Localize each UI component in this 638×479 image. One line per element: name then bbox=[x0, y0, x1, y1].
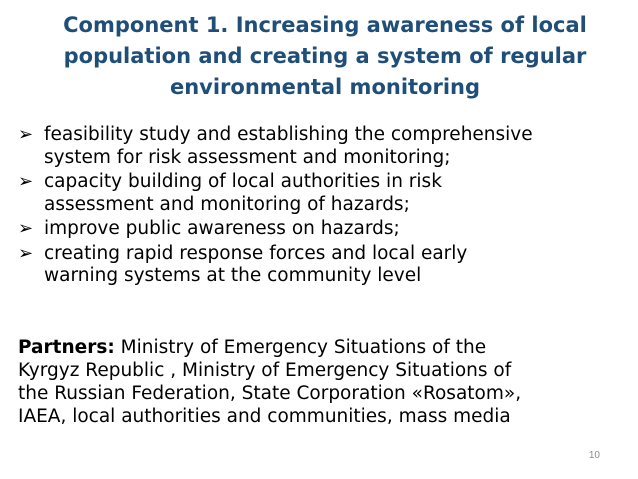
page-number: 10 bbox=[588, 450, 600, 461]
bullet-item bbox=[18, 243, 634, 288]
bullet-text-line: system for risk assessment and monitoring; bbox=[44, 146, 451, 168]
partners-text-line: IAEA, local authorities and communities, mass media bbox=[18, 406, 511, 427]
partners-text-line: Kyrgyz Republic , Ministry of Emergency Situations of bbox=[18, 360, 512, 381]
partners-text-line: the Russian Federation, State Corporation «Rosatom», bbox=[18, 383, 522, 404]
bullet-text-line: feasibility study and establishing the comprehensive bbox=[44, 124, 533, 145]
bullet-item bbox=[18, 171, 634, 216]
bullet-text-line: warning systems at the community level bbox=[44, 265, 422, 286]
bullet-text-line: improve public awareness on hazards; bbox=[44, 218, 400, 239]
arrow-bullet-icon: ➢ bbox=[18, 218, 34, 239]
bullet-text-line: creating rapid response forces and local early bbox=[44, 242, 468, 264]
arrow-bullet-icon: ➢ bbox=[18, 171, 34, 192]
slide-title bbox=[20, 10, 630, 103]
partners-label: Partners: bbox=[18, 337, 115, 358]
bullet-list bbox=[18, 124, 634, 290]
bullet-text-line: assessment and monitoring of hazards; bbox=[44, 193, 410, 215]
slide-title-line: population and creating a system of regular bbox=[63, 44, 587, 68]
arrow-bullet-icon: ➢ bbox=[18, 242, 34, 264]
partners-text: Ministry of Emergency Situations of the bbox=[114, 337, 487, 358]
arrow-bullet-icon: ➢ bbox=[18, 124, 34, 145]
bullet-item bbox=[18, 218, 634, 241]
partners-first-line bbox=[18, 336, 634, 359]
partners-paragraph bbox=[18, 336, 634, 428]
bullet-text-line: capacity building of local authorities in risk bbox=[44, 171, 442, 192]
bullet-item bbox=[18, 124, 634, 169]
slide-title-line: Component 1. Increasing awareness of local bbox=[63, 13, 587, 37]
slide-title-line: environmental monitoring bbox=[169, 75, 481, 99]
